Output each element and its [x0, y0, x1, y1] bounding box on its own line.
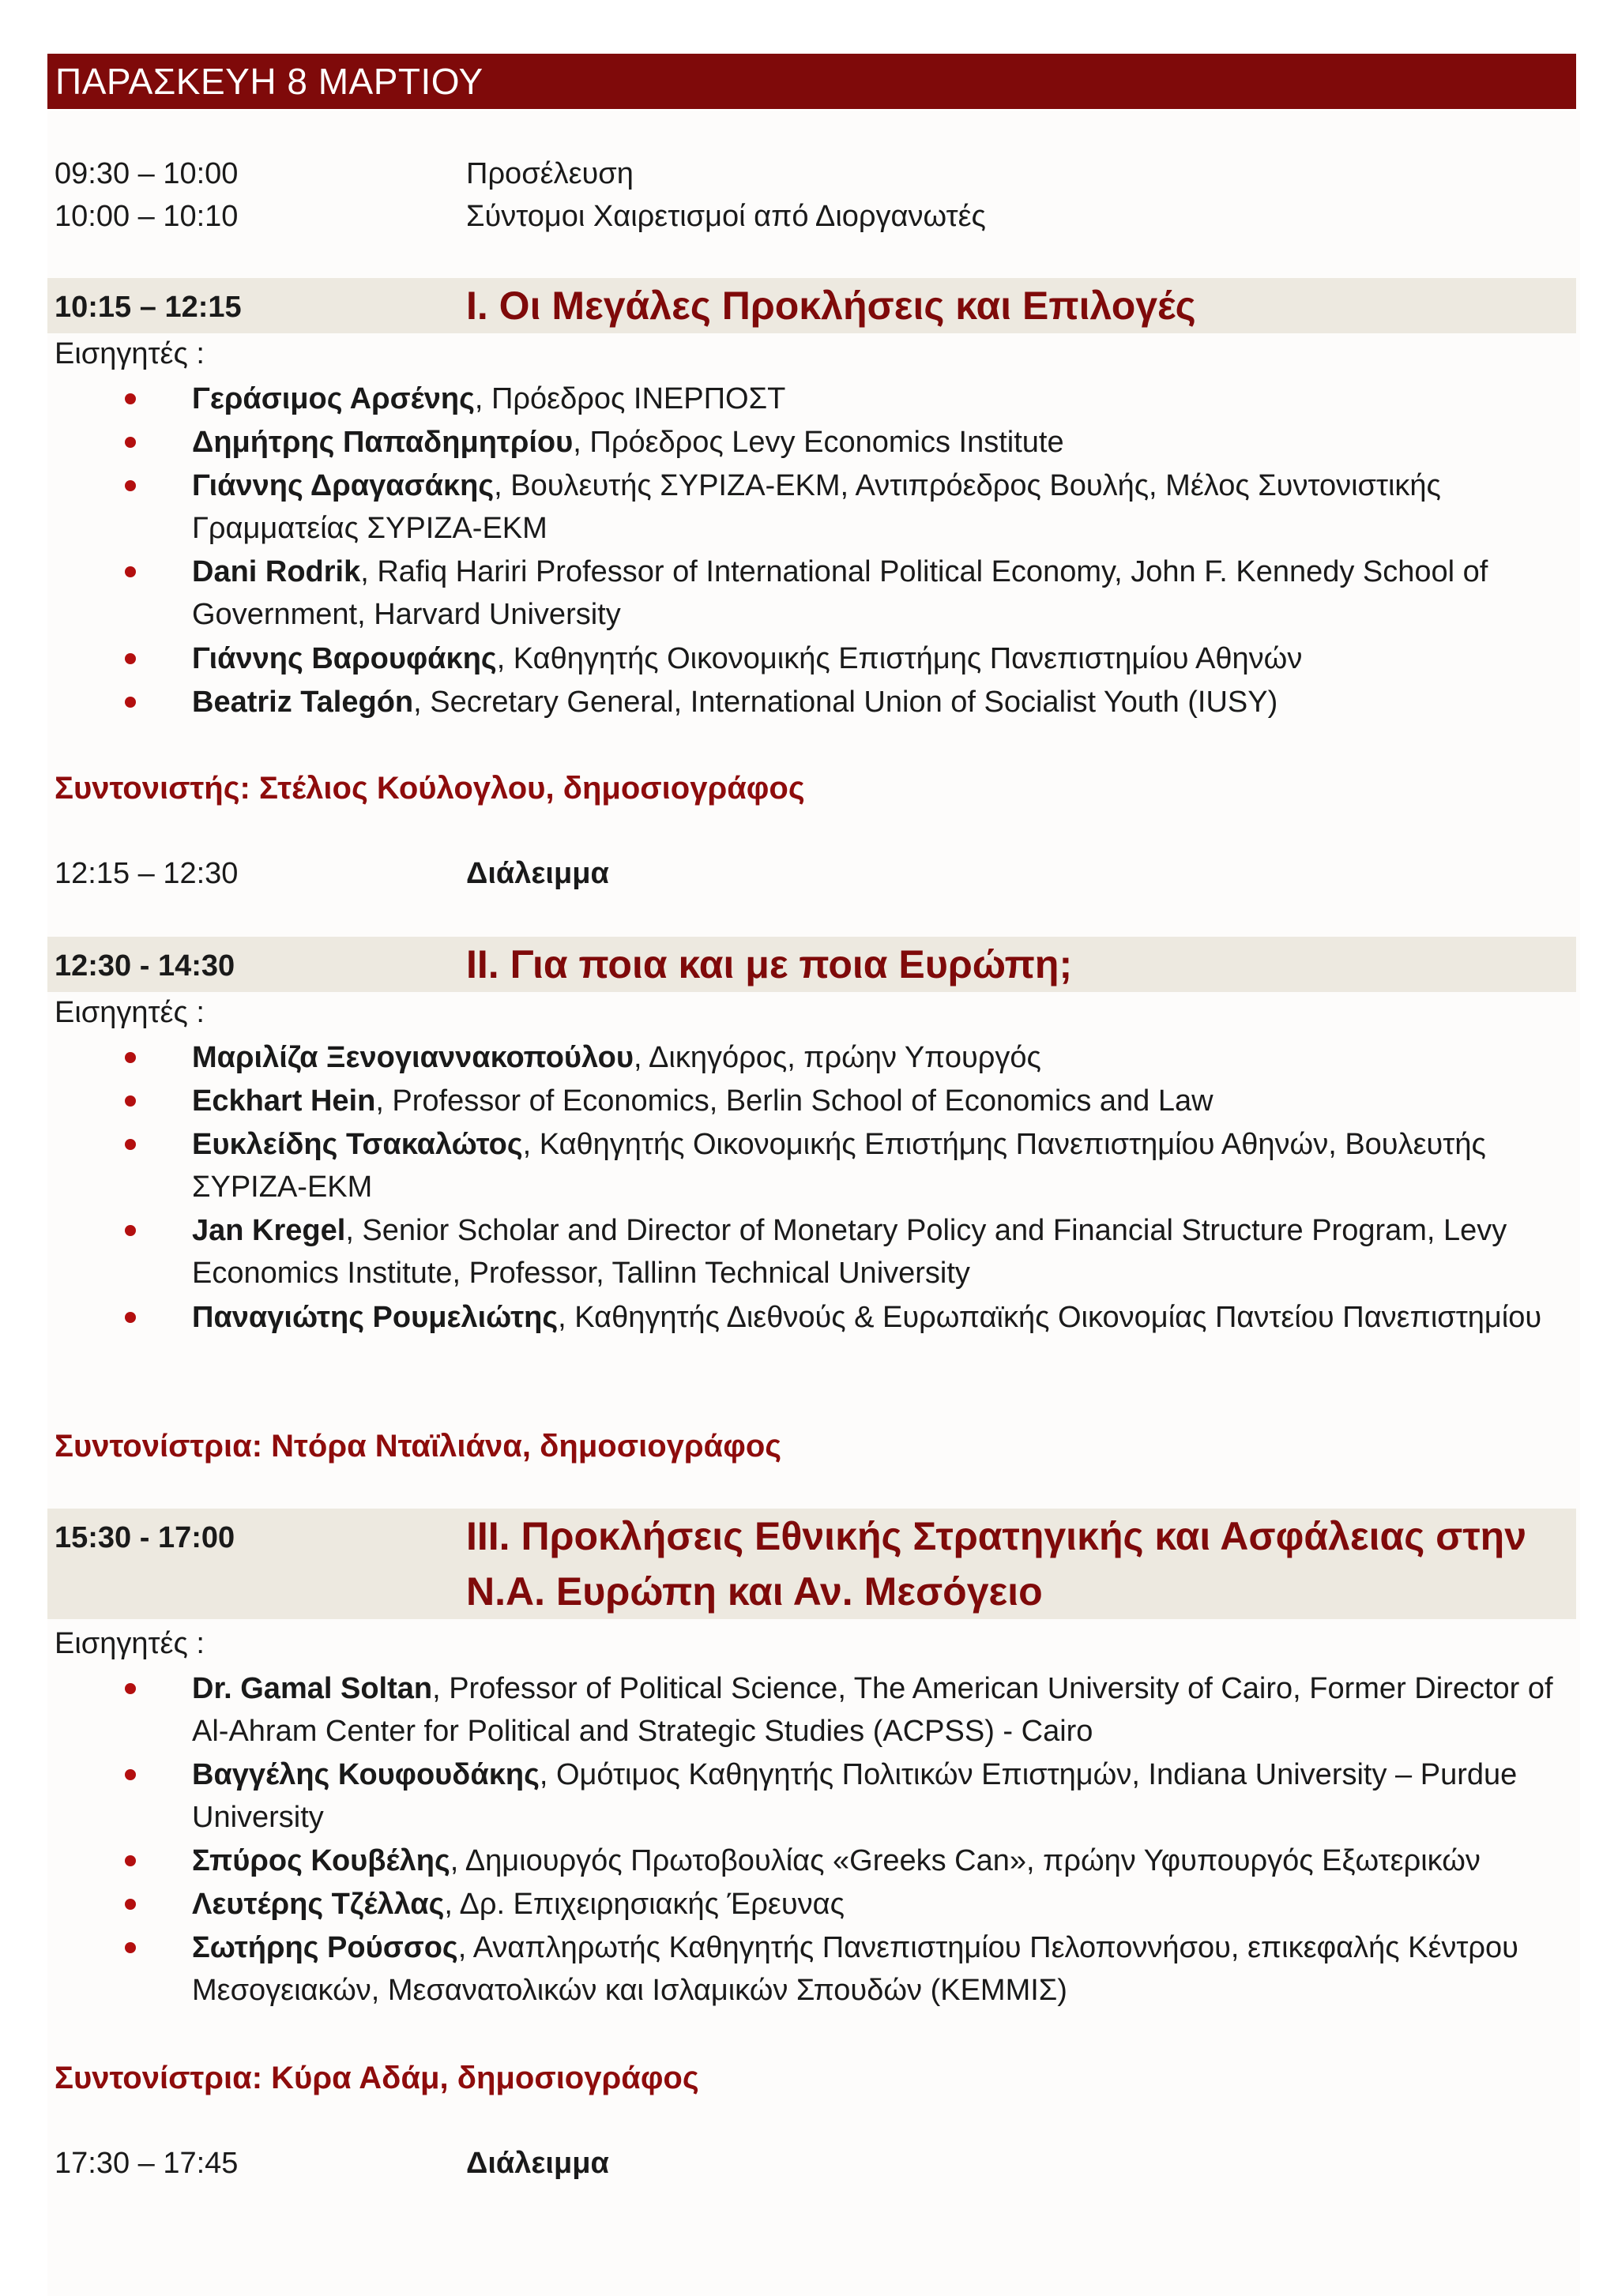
intro-text-2: Σύντομοι Χαιρετισμοί από Διοργανωτές — [466, 200, 986, 233]
speaker-item — [192, 464, 1575, 550]
break-2-text: Διάλειμμα — [466, 2147, 609, 2180]
speaker-name: Γεράσιμος Αρσένης — [192, 382, 475, 415]
speaker-role: , Δικηγόρος, πρώην Υπουργός — [634, 1041, 1041, 1074]
bullet-icon — [125, 1855, 136, 1866]
intro-time-1: 09:30 – 10:00 — [55, 157, 239, 190]
speaker-item — [192, 1209, 1575, 1295]
speaker-item — [192, 1296, 1575, 1339]
session-2-moderator: Συντονίστρια: Ντόρα Νταϊλιάνα, δημοσιογράφος — [55, 1429, 782, 1464]
speaker-name: Παναγιώτης Ρουμελιώτης — [192, 1301, 559, 1334]
session-1-title: I. Οι Μεγάλες Προκλήσεις και Επιλογές — [466, 284, 1196, 328]
bullet-icon — [125, 1052, 136, 1063]
bullet-icon — [125, 1225, 136, 1236]
bullet-icon — [125, 480, 136, 491]
bullet-icon — [125, 1683, 136, 1694]
session-1-moderator: Συντονιστής: Στέλιος Κούλογλου, δημοσιογράφος — [55, 771, 805, 806]
speaker-item — [192, 551, 1575, 636]
bullet-icon — [125, 566, 136, 577]
speaker-role: , Professor of Economics, Berlin School of Economics and Law — [375, 1084, 1214, 1118]
speaker-name: Λευτέρης Τζέλλας — [192, 1888, 445, 1921]
session-3-title: III. Προκλήσεις Εθνικής Στρατηγικής και Ασφάλειας στην Ν.Α. Ευρώπη και Αν. Μεσόγειο — [466, 1514, 1527, 1614]
speaker-item — [192, 421, 1575, 464]
session-3-time: 15:30 - 17:00 — [55, 1521, 235, 1554]
speaker-name: Beatriz Talegón — [192, 686, 414, 719]
session-2-title: II. Για ποια και με ποια Ευρώπη; — [466, 942, 1073, 986]
speaker-role: , Senior Scholar and Director of Monetary Policy and Financial Structure Program, Levy Economics Institute, Professor, Tallinn Technical University — [192, 1214, 1507, 1290]
speaker-role: , Professor of Political Science, The American University of Cairo, Former Director of Al-Ahram Center for Political and Strategic Studies (ACPSS) - Cairo — [192, 1672, 1553, 1748]
session-3-moderator: Συντονίστρια: Κύρα Αδάμ, δημοσιογράφος — [55, 2061, 699, 2095]
speaker-role: , Βουλευτής ΣΥΡΙΖΑ-ΕΚΜ, Αντιπρόεδρος Βουλής, Μέλος Συντονιστικής Γραμματείας ΣΥΡΙΖΑ-ΕΚΜ — [192, 469, 1441, 545]
intro-time-2: 10:00 – 10:10 — [55, 200, 239, 233]
speaker-item — [192, 1839, 1575, 1882]
speaker-role: , Secretary General, International Union of Socialist Youth (IUSY) — [413, 686, 1278, 719]
speaker-item — [192, 1883, 1575, 1926]
bullet-icon — [125, 1899, 136, 1910]
bullet-icon — [125, 437, 136, 448]
speaker-role: , Ομότιμος Καθηγητής Πολιτικών Επιστημών, Indiana University – Purdue University — [192, 1758, 1518, 1834]
speaker-item — [192, 1753, 1575, 1839]
break-2-time: 17:30 – 17:45 — [55, 2147, 239, 2180]
day-title: ΠΑΡΑΣΚΕΥΗ 8 ΜΑΡΤΙΟΥ — [47, 54, 1576, 109]
session-3-speakers-label: Εισηγητές : — [55, 1627, 205, 1660]
speaker-item — [192, 1036, 1575, 1079]
speaker-item — [192, 1123, 1575, 1208]
speaker-name: Dani Rodrik — [192, 555, 361, 588]
bullet-icon — [125, 393, 136, 404]
speaker-name: Δημήτρης Παπαδημητρίου — [192, 426, 574, 459]
speaker-item — [192, 1080, 1575, 1122]
speaker-name: Γιάννης Δραγασάκης — [192, 469, 495, 502]
speaker-role: , Καθηγητής Οικονομικής Επιστήμης Πανεπιστημίου Αθηνών, Βουλευτής ΣΥΡΙΖΑ-ΕΚΜ — [192, 1128, 1486, 1204]
speaker-item — [192, 637, 1575, 680]
speaker-name: Σπύρος Κουβέλης — [192, 1844, 450, 1877]
speaker-name: Ευκλείδης Τσακαλώτος — [192, 1128, 523, 1161]
speaker-role: , Αναπληρωτής Καθηγητής Πανεπιστημίου Πελοποννήσου, επικεφαλής Κέντρου Μεσογειακών, Μεσανατολικών και Ισλαμικών Σπουδών (ΚΕΜΜΙΣ) — [192, 1931, 1518, 2007]
session-1-time: 10:15 – 12:15 — [55, 291, 242, 324]
speaker-role: , Καθηγητής Οικονομικής Επιστήμης Πανεπιστημίου Αθηνών — [496, 642, 1303, 675]
break-1-time: 12:15 – 12:30 — [55, 857, 239, 890]
speaker-item — [192, 1926, 1575, 2012]
bullet-icon — [125, 697, 136, 708]
speaker-name: Μαριλίζα Ξενογιαννακοπούλου — [192, 1041, 634, 1074]
speaker-role: , Δρ. Επιχειρησιακής Έρευνας — [444, 1888, 845, 1921]
bullet-icon — [125, 653, 136, 664]
speaker-item — [192, 681, 1575, 723]
speaker-name: Σωτήρης Ρούσσος — [192, 1931, 458, 1964]
speaker-name: Βαγγέλης Κουφουδάκης — [192, 1758, 540, 1791]
bullet-icon — [125, 1312, 136, 1323]
speaker-name: Γιάννης Βαρουφάκης — [192, 642, 497, 675]
intro-text-1: Προσέλευση — [466, 157, 634, 190]
bullet-icon — [125, 1095, 136, 1107]
speaker-item — [192, 378, 1575, 420]
speaker-role: , Δημιουργός Πρωτοβουλίας «Greeks Can», πρώην Υφυπουργός Εξωτερικών — [450, 1844, 1481, 1877]
speaker-role: , Rafiq Hariri Professor of International Political Economy, John F. Kennedy School of Government, Harvard University — [192, 555, 1488, 631]
session-2-time: 12:30 - 14:30 — [55, 949, 235, 983]
session-1-speakers-label: Εισηγητές : — [55, 337, 205, 370]
break-1-text: Διάλειμμα — [466, 857, 609, 890]
speaker-role: , Καθηγητής Διεθνούς & Ευρωπαϊκής Οικονομίας Παντείου Πανεπιστημίου — [558, 1301, 1542, 1334]
speaker-role: , Πρόεδρος ΙΝΕΡΠΟΣΤ — [474, 382, 786, 415]
speaker-name: Jan Kregel — [192, 1214, 346, 1247]
bullet-icon — [125, 1769, 136, 1780]
bullet-icon — [125, 1942, 136, 1953]
bullet-icon — [125, 1139, 136, 1150]
speaker-name: Dr. Gamal Soltan — [192, 1672, 433, 1705]
speaker-name: Eckhart Hein — [192, 1084, 376, 1118]
session-2-speakers-label: Εισηγητές : — [55, 996, 205, 1029]
speaker-item — [192, 1667, 1575, 1753]
speaker-role: , Πρόεδρος Levy Economics Institute — [573, 426, 1064, 459]
